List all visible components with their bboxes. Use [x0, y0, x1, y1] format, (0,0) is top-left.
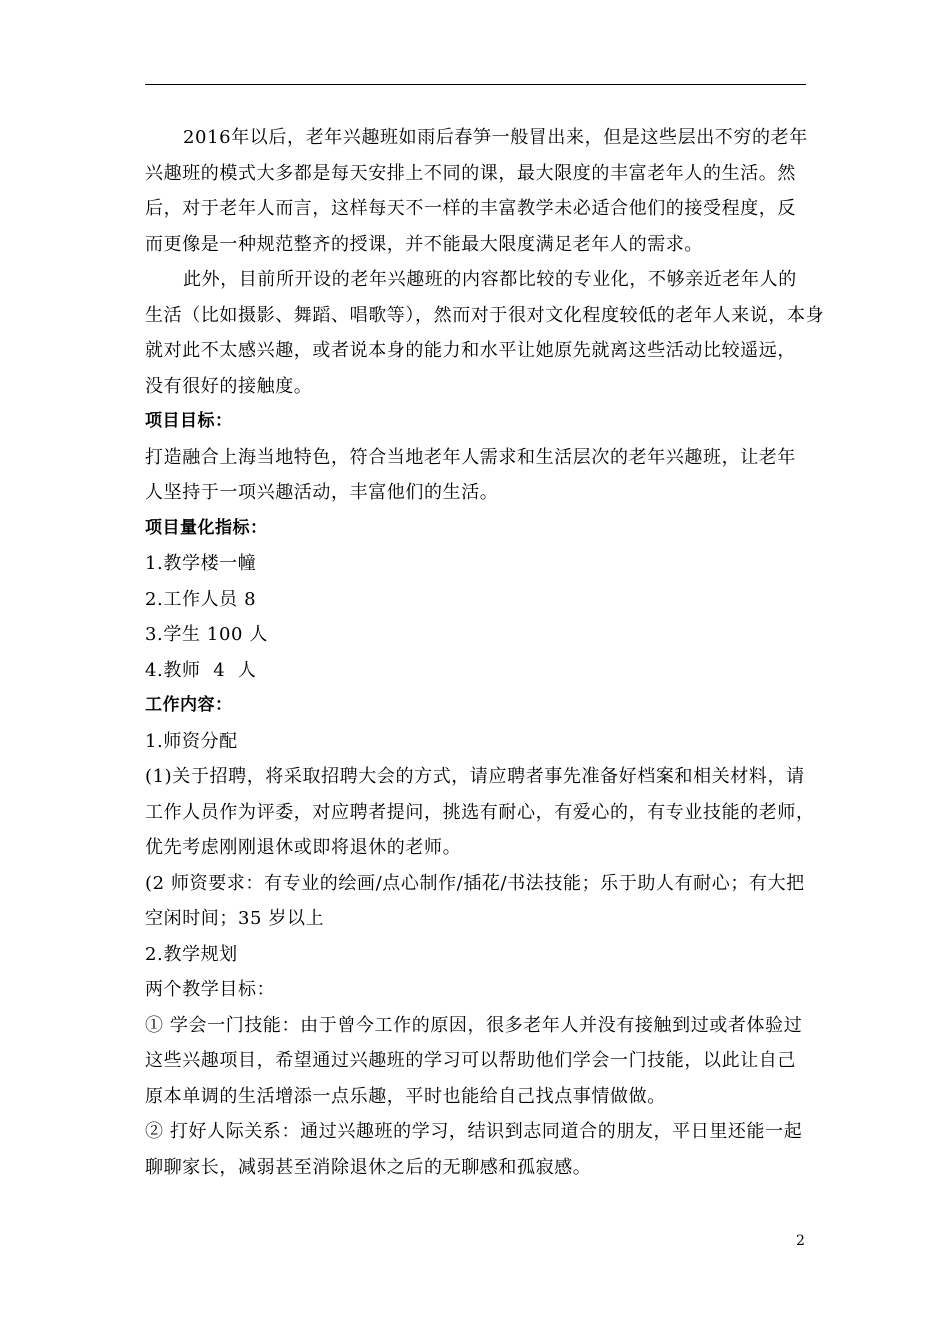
- intro-paragraph-line: 兴趣班的模式大多都是每天安排上不同的课，最大限度的丰富老年人的生活。然: [145, 162, 796, 184]
- work-content-line: 聊聊家长，减弱甚至消除退休之后的无聊感和孤寂感。: [145, 1156, 592, 1178]
- work-content-line: 空闲时间；35 岁以上: [145, 908, 325, 929]
- work-content-line: 优先考虑刚刚退休或即将退休的老师。: [145, 837, 462, 858]
- intro-paragraph-line: 2016年以后，老年兴趣班如雨后春笋一般冒出来，但是这些层出不穷的老年: [183, 127, 808, 148]
- metrics-heading: 项目量化指标：: [145, 517, 268, 538]
- metric-item: 2.工作人员 8: [145, 588, 257, 610]
- intro-paragraph-line: 后，对于老年人而言，这样每天不一样的丰富教学未必适合他们的接受程度，反: [145, 198, 796, 219]
- work-content-line: 1.师资分配: [145, 730, 238, 752]
- header-rule: [145, 84, 806, 85]
- work-content-line: ② 打好人际关系：通过兴趣班的学习，结识到志同道合的朋友，平日里还能一起: [145, 1121, 803, 1142]
- work-content-line: 这些兴趣项目，希望通过兴趣班的学习可以帮助他们学会一门技能，以此让自己: [145, 1050, 796, 1071]
- work-content-line: (2 师资要求：有专业的绘画/点心制作/插花/书法技能；乐于助人有耐心；有大把: [145, 872, 805, 894]
- goal-heading: 项目目标：: [145, 411, 233, 431]
- work-content-line: 2.教学规划: [145, 943, 238, 965]
- metric-item: 3.学生 100 人: [145, 624, 268, 645]
- page-number: 2: [796, 1233, 805, 1249]
- work-content-line: (1)关于招聘，将采取招聘大会的方式，请应聘者事先准备好档案和相关材料，请: [145, 766, 805, 787]
- work-content-line: 两个教学目标：: [145, 979, 276, 1000]
- metric-item: 4.教师 4 人: [145, 659, 257, 681]
- document-body: [145, 120, 825, 1185]
- second-paragraph-line: 没有很好的接触度。: [145, 375, 313, 397]
- work-content-line: 原本单调的生活增添一点乐趣，平时也能给自己找点事情做做。: [145, 1085, 666, 1107]
- work-heading: 工作内容：: [145, 695, 233, 715]
- work-content-line: 工作人员作为评委，对应聘者提问，挑选有耐心，有爱心的，有专业技能的老师，: [145, 801, 815, 823]
- goal-text-line: 人坚持于一项兴趣活动，丰富他们的生活。: [145, 482, 499, 503]
- work-content-line: ① 学会一门技能：由于曾今工作的原因，很多老年人并没有接触到过或者体验过: [145, 1014, 803, 1036]
- metric-item: 1.教学楼一幢: [145, 553, 257, 574]
- second-paragraph-line: 生活（比如摄影、舞蹈、唱歌等），然而对于很对文化程度较低的老年人来说，本身: [145, 304, 825, 326]
- second-paragraph-line: 此外，目前所开设的老年兴趣班的内容都比较的专业化，不够亲近老年人的: [183, 269, 797, 290]
- intro-paragraph-line: 而更像是一种规范整齐的授课，并不能最大限度满足老年人的需求。: [145, 233, 703, 255]
- second-paragraph-line: 就对此不太感兴趣，或者说本身的能力和水平让她原先就离这些活动比较遥远，: [145, 340, 796, 361]
- goal-text-line: 打造融合上海当地特色，符合当地老年人需求和生活层次的老年兴趣班，让老年: [145, 446, 796, 468]
